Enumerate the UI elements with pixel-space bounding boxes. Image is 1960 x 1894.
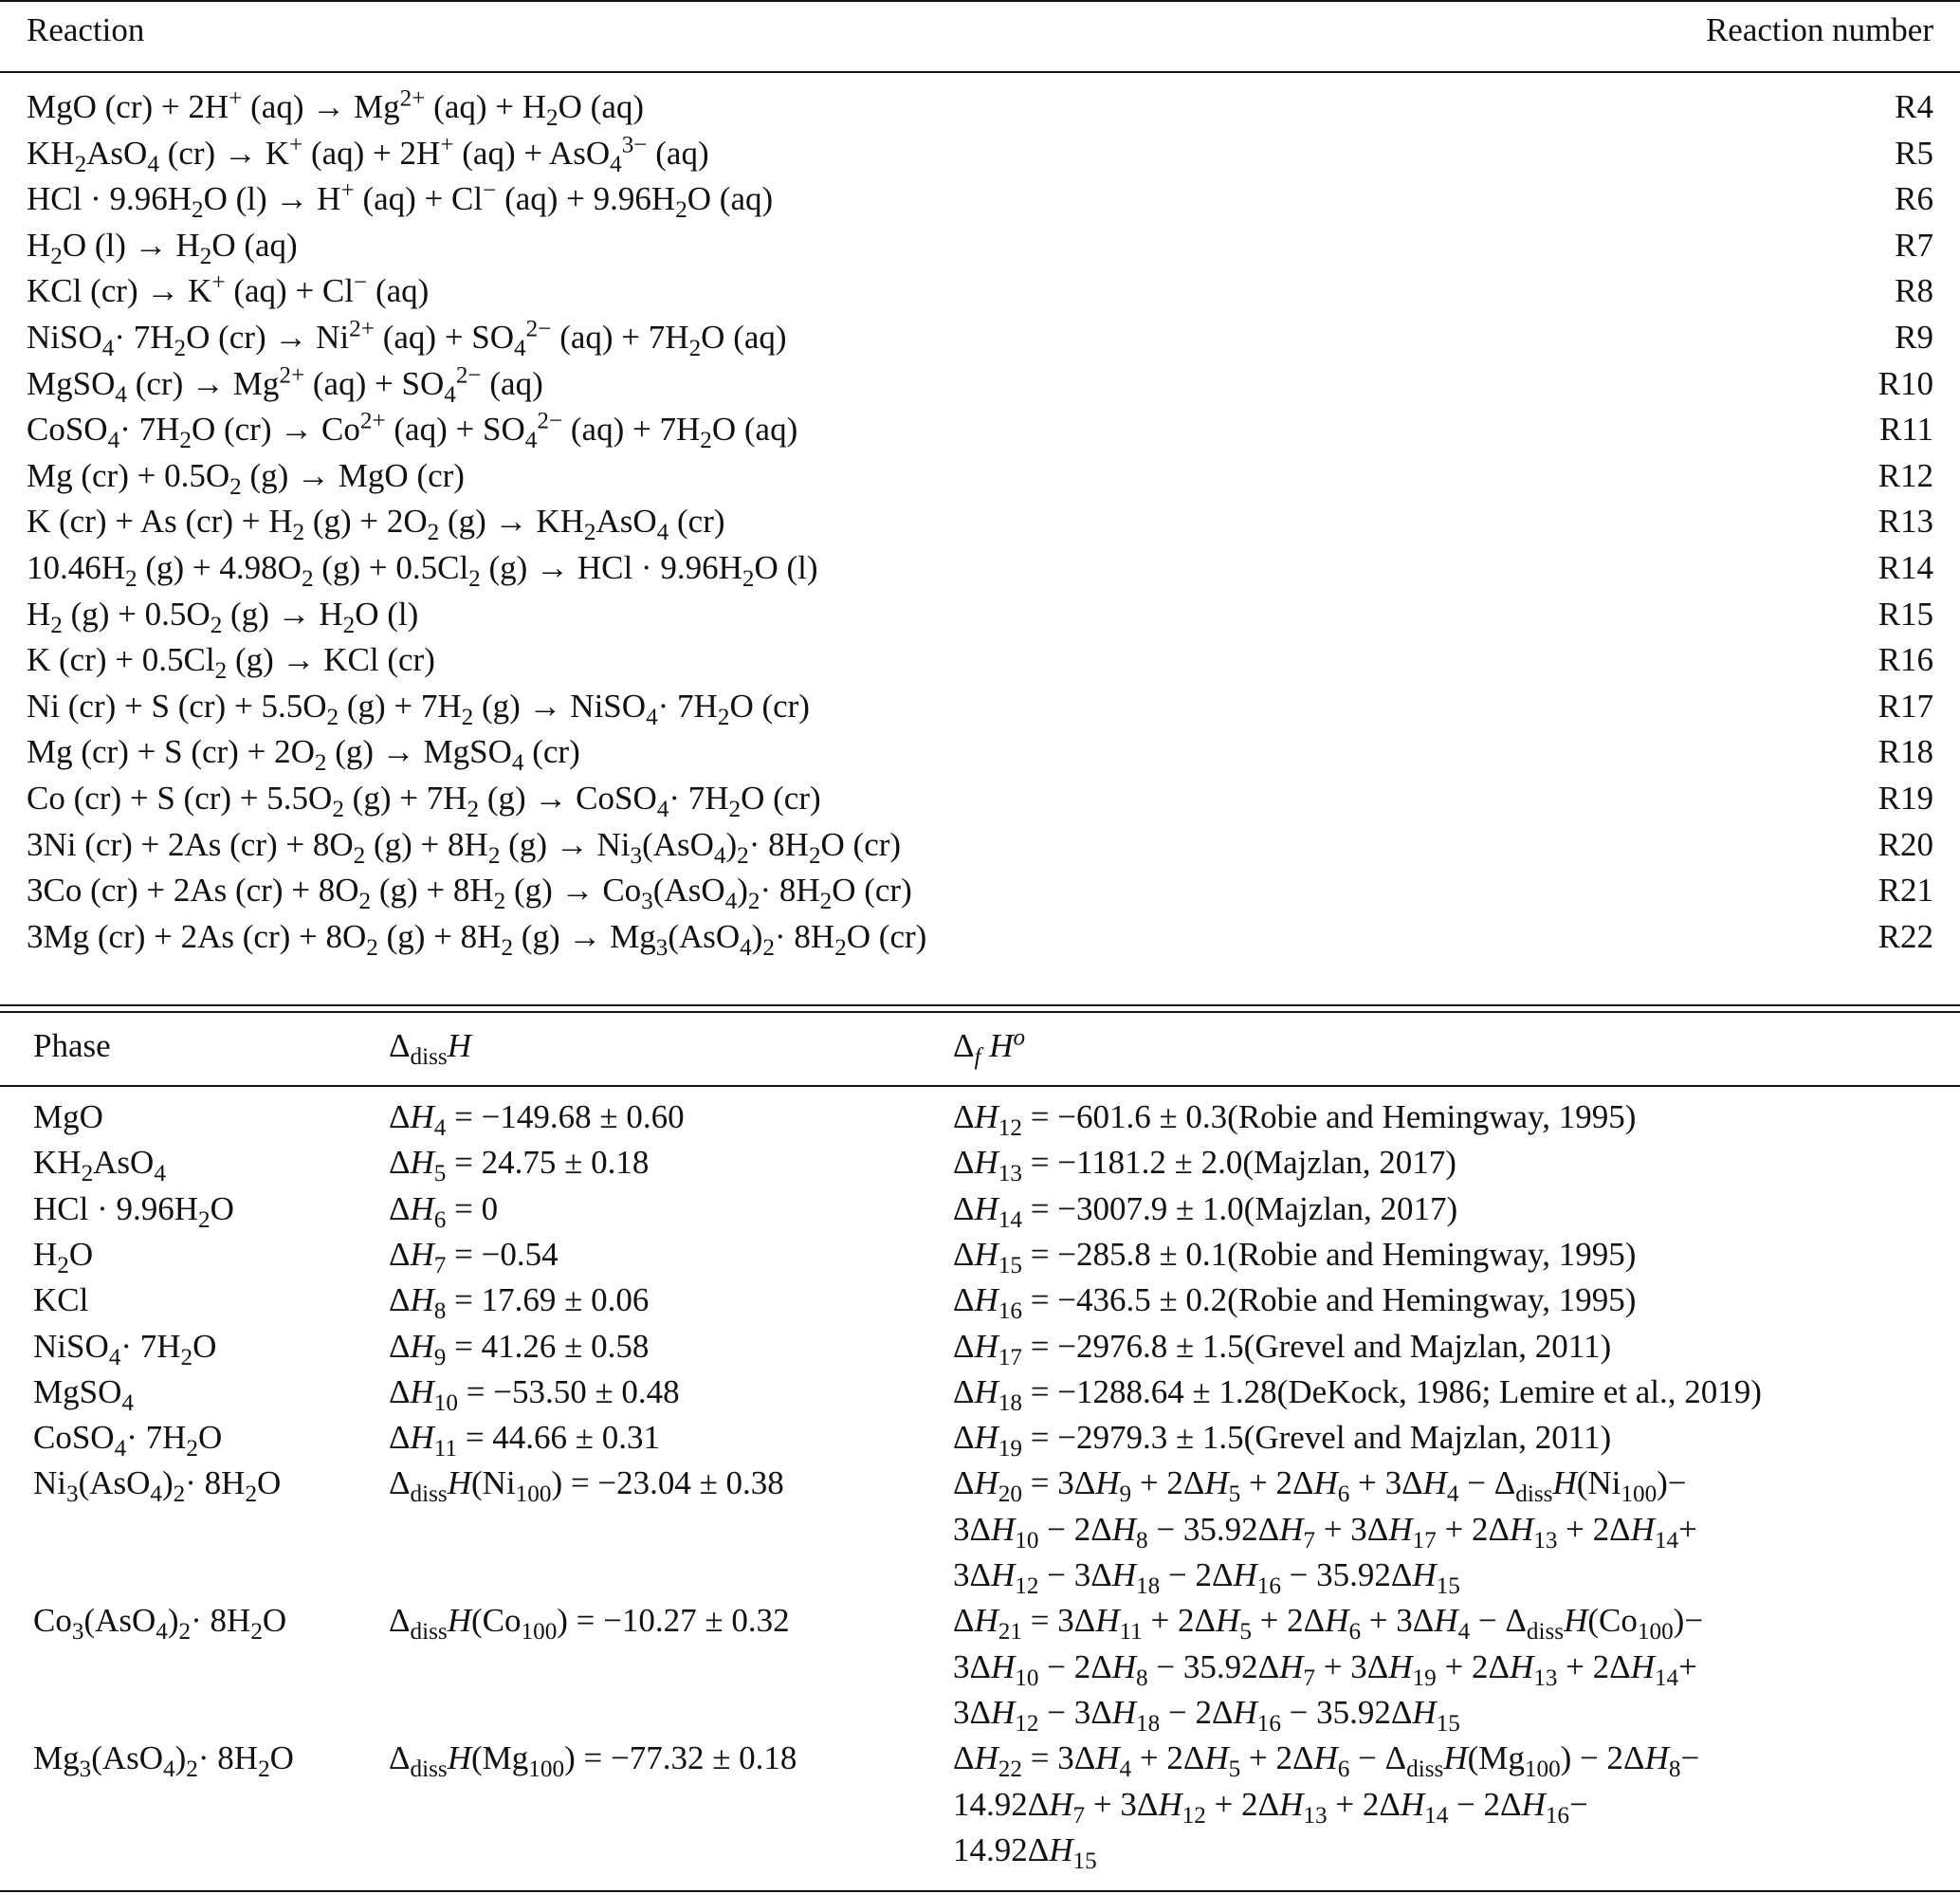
reaction-number: R18 xyxy=(1878,733,1933,771)
reaction-number: R4 xyxy=(1895,88,1933,125)
phase-name: $Mg_3(AsO_4)_2\cdot 8H_2O$ xyxy=(33,1739,294,1783)
reaction-number: R9 xyxy=(1895,319,1933,356)
phase-name: NiSO$_4$· $7H_2O$ xyxy=(33,1327,217,1370)
reaction-equation: Mg (cr) + S $(cr) + 2O_2$ (g) → MgSO$_4$ (cr) xyxy=(27,733,580,777)
dissolution-enthalpy: $\Delta H_7 = -0.54$ xyxy=(389,1235,559,1278)
reaction-number: R15 xyxy=(1878,595,1933,633)
formation-enthalpy: $14.92\Delta H_{15}$ xyxy=(953,1830,1097,1874)
reaction-equation: KCl (cr) → K+ (aq) + Cl− (aq) xyxy=(27,269,430,310)
reaction-equation: 3Ni (cr) + 2As $(cr) + 8O_2$ $(g) + 8H_2$ $(g) \to Ni_3(AsO_4)_2\cdot 8H_2O$ (cr) xyxy=(27,825,902,869)
dissolution-enthalpy: $\Delta_{diss}H(Mg_{100}) = -77.32 \pm 0.18$ xyxy=(389,1739,797,1783)
reaction-equation: NiSO$_4$· $7H_2O$ $(cr) \to Ni^{2+}$ $(aq) + SO_4^{2-}$ $(aq) + 7H_2O$ (aq) xyxy=(27,316,787,361)
formation-enthalpy: $\Delta H_{14} = -3007.9$ ± 1.0(Majzlan, 2017) xyxy=(953,1189,1458,1233)
dissolution-enthalpy: $\Delta_{diss}H(Co_{100}) = -10.27 \pm 0.32$ xyxy=(389,1602,790,1646)
reaction-equation: 3Mg (cr) + 2As $(cr) + 8O_2$ $(g) + 8H_2$ $(g) \to Mg_3(AsO_4)_2\cdot 8H_2O$ (cr) xyxy=(27,917,927,961)
reaction-equation: Co (cr) + S $(cr) + 5.5O_2$ $(g) + 7H_2$ (g) → CoSO$_4$· $7H_2O$ (cr) xyxy=(27,780,821,822)
formation-enthalpy: $\Delta H_{17} = -2976.8$ ± 1.5(Grevel and Majzlan, 2011) xyxy=(953,1327,1612,1370)
reaction-number: R20 xyxy=(1878,825,1933,863)
reaction-equation: $H_2$ $(g) + 0.5O_2$ $(g) \to H_2O$ (l) xyxy=(27,595,419,638)
reaction-equation: HCl · $9.96H_2O$ (l) → H+ (aq) + Cl− $(aq) + 9.96H_2O$ (aq) xyxy=(27,177,774,224)
header-formation-enthalpy: $\Delta_f$ $H^o$ xyxy=(953,1024,1026,1070)
dissolution-enthalpy: $\Delta_{diss}H(Ni_{100}) = -23.04 \pm 0.38$ xyxy=(389,1464,784,1508)
reaction-number: R5 xyxy=(1895,134,1933,172)
reaction-number: R14 xyxy=(1878,549,1933,586)
reaction-number: R16 xyxy=(1878,641,1933,679)
dissolution-enthalpy: $\Delta H_8 = 17.69 \pm 0.06$ xyxy=(389,1281,650,1325)
phase-name: $H_2O$ xyxy=(33,1235,94,1278)
phase-name: MgO xyxy=(33,1098,103,1135)
double-rule-upper xyxy=(0,1004,1960,1006)
formation-enthalpy: $\Delta H_{15} = -285.8$ ± 0.1(Robie and Hemingway, 1995) xyxy=(953,1235,1637,1278)
header-phase: Phase xyxy=(33,1027,111,1064)
reaction-equation: 3Co (cr) + 2As $(cr) + 8O_2$ $(g) + 8H_2$ $(g) \to Co_3(AsO_4)_2\cdot 8H_2O$ (cr) xyxy=(27,872,912,915)
formation-enthalpy: $14.92\Delta H_7 + 3\Delta H_{12} + 2\Delta H_{13} + 2\Delta H_{14} - 2\Delta H_{16}-$ xyxy=(953,1785,1588,1829)
header-rule-2 xyxy=(0,1085,1960,1087)
reaction-number: R13 xyxy=(1878,503,1933,541)
phase-name: MgSO$_4$ xyxy=(33,1372,134,1416)
reaction-equation: K $(cr) + 0.5Cl_2$ (g) → KCl (cr) xyxy=(27,641,435,685)
double-rule-lower xyxy=(0,1011,1960,1013)
header-diss-enthalpy: $\Delta_{diss}H$ xyxy=(389,1027,471,1070)
reaction-number: R12 xyxy=(1878,456,1933,494)
dissolution-enthalpy: $\Delta H_5 = 24.75 \pm 0.18$ xyxy=(389,1144,650,1187)
reaction-number: R7 xyxy=(1895,226,1933,264)
reaction-number: R6 xyxy=(1895,180,1933,218)
reaction-equation: MgO (cr) + 2H+ $(aq) \to Mg^{2+}$ $(aq) + H_2O$ (aq) xyxy=(27,85,645,131)
phase-name: HCl · $9.96H_2O$ xyxy=(33,1189,234,1233)
top-rule xyxy=(0,0,1960,2)
dissolution-enthalpy: $\Delta H_{10} = -53.50 \pm 0.48$ xyxy=(389,1372,680,1416)
reaction-number: R22 xyxy=(1878,917,1933,955)
reaction-number: R17 xyxy=(1878,687,1933,725)
formation-enthalpy: $3\Delta H_{12} - 3\Delta H_{18} - 2\Delta H_{16} - 35.92\Delta H_{15}$ xyxy=(953,1556,1460,1599)
formation-enthalpy: $\Delta H_{19} = -2979.3$ ± 1.5(Grevel and Majzlan, 2011) xyxy=(953,1419,1612,1462)
formation-enthalpy: $\Delta H_{13} = -1181.2$ ± 2.0(Majzlan, 2017) xyxy=(953,1144,1456,1187)
reaction-equation: CoSO$_4$· $7H_2O$ $(cr) \to Co^{2+}$ $(aq) + SO_4^{2-}$ $(aq) + 7H_2O$ (aq) xyxy=(27,408,798,454)
reaction-equation: MgSO$_4$ $(cr) \to Mg^{2+}$ $(aq) + SO_4^{2-}$ (aq) xyxy=(27,361,543,408)
reaction-equation: $H_2O$ $(l) \to H_2O$ (aq) xyxy=(27,226,298,269)
dissolution-enthalpy: $\Delta H_4 = -149.68 \pm 0.60$ xyxy=(389,1098,685,1141)
phase-name: $Ni_3(AsO_4)_2\cdot 8H_2O$ xyxy=(33,1464,282,1508)
dissolution-enthalpy: $\Delta H_{11} = 44.66 \pm 0.31$ xyxy=(389,1419,661,1462)
phase-name: CoSO$_4$· $7H_2O$ xyxy=(33,1419,223,1462)
formation-enthalpy: $\Delta H_{22} = 3\Delta H_4 + 2\Delta H_5 + 2\Delta H_6 - \Delta_{diss}H(Mg_{100}) - 2\Delta H_8-$ xyxy=(953,1739,1700,1783)
dissolution-enthalpy: $\Delta H_6 = 0$ xyxy=(389,1189,499,1233)
formation-enthalpy: $\Delta H_{20} = 3\Delta H_9 + 2\Delta H_5 + 2\Delta H_6 + 3\Delta H_4 - \Delta_{diss}H(Ni_{100})-$ xyxy=(953,1464,1687,1508)
phase-name: $Co_3(AsO_4)_2\cdot 8H_2O$ xyxy=(33,1602,287,1646)
formation-enthalpy: $3\Delta H_{10} - 2\Delta H_8 - 35.92\Delta H_7 + 3\Delta H_{17} + 2\Delta H_{13} + 2\Delta H_{14}+$ xyxy=(953,1510,1697,1554)
reaction-number: R19 xyxy=(1878,780,1933,817)
formation-enthalpy: $3\Delta H_{12} - 3\Delta H_{18} - 2\Delta H_{16} - 35.92\Delta H_{15}$ xyxy=(953,1693,1460,1737)
formation-enthalpy: $\Delta H_{16} = -436.5$ ± 0.2(Robie and Hemingway, 1995) xyxy=(953,1281,1637,1325)
reaction-equation: $KH_2AsO_4$ (cr) → K+ (aq) + 2H+ (aq) + AsO$_4^{3-}$ (aq) xyxy=(27,131,709,177)
header-reaction: Reaction xyxy=(27,11,145,48)
reaction-equation: K (cr) + As $(cr) + H_2$ $(g) + 2O_2$ $(g) \to KH_2AsO_4$ (cr) xyxy=(27,503,725,546)
formation-enthalpy: $\Delta H_{12} = -601.6$ ± 0.3(Robie and Hemingway, 1995) xyxy=(953,1098,1637,1141)
reaction-number: R11 xyxy=(1878,411,1933,449)
bottom-rule xyxy=(0,1890,1960,1892)
reaction-equation: $10.46H_2$ $(g) + 4.98O_2$ $(g) + 0.5Cl_2$ (g) → HCl · $9.96H_2O$ (l) xyxy=(27,549,818,592)
phase-name: KCl xyxy=(33,1281,89,1319)
dissolution-enthalpy: $\Delta H_9 = 41.26 \pm 0.58$ xyxy=(389,1327,650,1370)
header-reaction-number: Reaction number xyxy=(1705,11,1933,48)
reaction-number: R21 xyxy=(1878,872,1933,910)
formation-enthalpy: $\Delta H_{21} = 3\Delta H_{11} + 2\Delta H_5 + 2\Delta H_6 + 3\Delta H_4 - \Delta_{diss}H(Co_{100})-$ xyxy=(953,1602,1704,1646)
reaction-number: R8 xyxy=(1895,272,1933,310)
phase-name: $KH_2AsO_4$ xyxy=(33,1144,166,1187)
reaction-number: R10 xyxy=(1878,364,1933,402)
header-rule xyxy=(0,71,1960,73)
formation-enthalpy: $3\Delta H_{10} - 2\Delta H_8 - 35.92\Delta H_7 + 3\Delta H_{19} + 2\Delta H_{13} + 2\Delta H_{14}+$ xyxy=(953,1647,1697,1691)
formation-enthalpy: $\Delta H_{18} = -1288.64$ ± 1.28(DeKock, 1986; Lemire et al., 2019) xyxy=(953,1372,1762,1416)
reaction-equation: Ni (cr) + S $(cr) + 5.5O_2$ $(g) + 7H_2$ (g) → NiSO$_4$· $7H_2O$ (cr) xyxy=(27,687,810,730)
reaction-equation: Mg $(cr) + 0.5O_2$ (g) → MgO (cr) xyxy=(27,456,465,500)
